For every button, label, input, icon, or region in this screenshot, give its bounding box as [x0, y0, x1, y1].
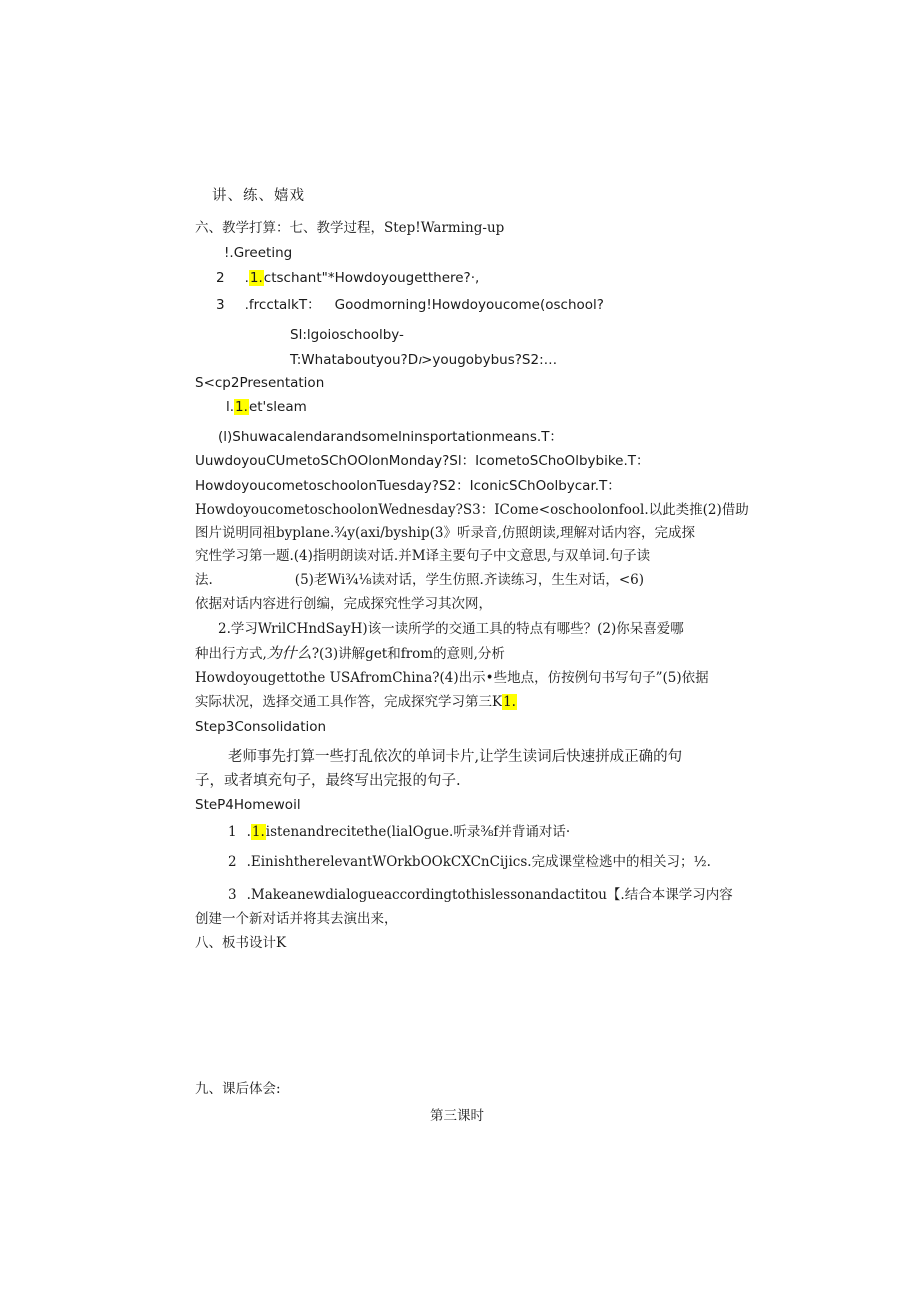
- warmup-item-2: 2 .1.ctschant"*Howdoyougetthere?·,: [216, 270, 480, 286]
- paragraph-line: 法. (5)老Wi¾⅛读对话，学生仿照.齐读练习，生生对话，<6): [195, 572, 645, 588]
- paragraph-line: (l)Shuwacalendarandsomelninsportationmeans.T：: [218, 429, 563, 445]
- paragraph-line: 子，或者填充句子，最终写出完报的句子.: [195, 773, 461, 789]
- paragraph-line: 老师事先打算一些打乱依次的单词卡片,让学生读词后快速拼成正确的句: [228, 749, 683, 765]
- highlight-mark: 1.: [503, 694, 516, 710]
- paragraph-line: 图片说明同祖byplane.¾y(axi/byship(3》听录音,仿照朗读,理解对话内容，完成探: [195, 525, 696, 541]
- paragraph-line: 究性学习第一题.(4)指明朗读对话.并M译主要句子中文意思,与双单词.句子读: [195, 548, 651, 564]
- homework-item-3: 3 .Makeanewdialogueaccordingtothislessonandactitou【.结合本课学习内容: [228, 887, 733, 903]
- section-6-7-heading: 六、教学打算：七、教学过程，Step!Warming-up: [195, 220, 505, 236]
- paragraph-line: 种出行方式,为什么?(3)讲解get和from的意则,分析: [195, 644, 505, 662]
- highlight-mark: 1.: [235, 399, 248, 415]
- step2-heading: S<cp2Presentation: [195, 375, 325, 391]
- paragraph-line: HowdoyoucometoschoolonWednesday?S3：ICome<oschoolonfool.以此类推(2)借助: [195, 502, 749, 518]
- greeting-item: !.Greeting: [224, 245, 293, 261]
- highlight-mark: 1.: [251, 824, 265, 840]
- paragraph-line: Howdoyougettothe USAfromChina?(4)出示•些地点，仿按例句书写句子”(5)依据: [195, 670, 709, 686]
- section-8-heading: 八、板书设计K: [195, 935, 287, 951]
- paragraph-line: 创建一个新对话并将其去演出来，: [195, 911, 398, 927]
- italic-emphasis: 为什么: [266, 644, 312, 662]
- warmup-item-3: 3 .frcctalkT： Goodmorning!Howdoyoucome(oschool?: [216, 297, 604, 313]
- homework-item-2: 2 .EinishtherelevantWOrkbOOkCXCnCijics.完成课堂检逃中的相关习；½.: [228, 854, 711, 870]
- paragraph-line: 2.学习WrilCHndSayH)该一读所学的交通工具的特点有哪些？(2)你呆喜爱哪: [218, 621, 684, 637]
- lets-learn-item: l.1.et'sleam: [226, 399, 307, 415]
- highlight-mark: 1.: [249, 270, 263, 286]
- paragraph-line: 依据对话内容进行创编，完成探究性学习其次网，: [195, 596, 492, 612]
- step3-heading: Step3Consolidation: [195, 719, 327, 735]
- methods-line: 讲、练、嬉戏: [212, 188, 305, 204]
- paragraph-line: UuwdoyouCUmetoSChOOlonMonday?Sl：IcometoSChoOlbybike.T：: [195, 453, 650, 469]
- paragraph-line: HowdoyoucometoschoolonTuesday?S2：IconicSChOolbycar.T：: [195, 478, 621, 494]
- dialogue-line-t: T:Whataboutyou?D𝚤>yougobybus?S2:…: [290, 352, 558, 368]
- dialogue-line-s1: Sl:lgoioschoolby-: [290, 327, 404, 343]
- section-9-heading: 九、课后体会:: [195, 1081, 281, 1097]
- paragraph-line: 实际状况，选择交通工具作答，完成探究学习第三K1.: [195, 694, 516, 710]
- lesson-3-title: 第三课时: [430, 1108, 484, 1124]
- step4-heading: SteP4Homewoil: [195, 797, 301, 813]
- homework-item-1: 1 .1.istenandrecitethe(lialOgue.听录⅜f并背诵对话·: [228, 824, 571, 840]
